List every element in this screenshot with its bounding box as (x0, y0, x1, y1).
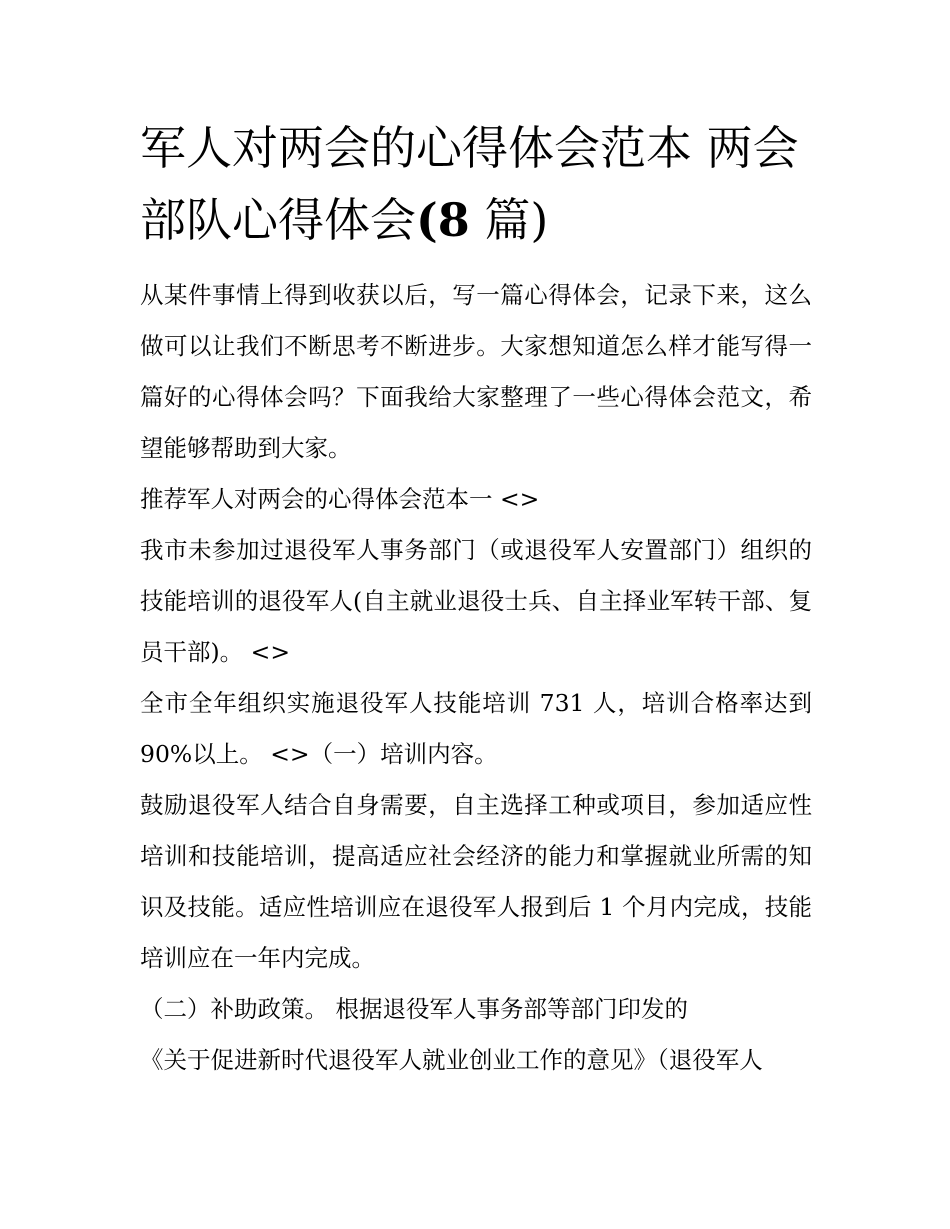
section-heading-1: 推荐军人对两会的心得体会范本一 <> (140, 485, 540, 513)
title-suffix: 篇) (469, 193, 549, 247)
title-text: 军人对两会的心得体会范本 两会部队心得体会 (140, 121, 799, 247)
body-paragraph-policy: （二）补助政策。 根据退役军人事务部等部门印发的 (140, 995, 688, 1023)
document-body (140, 112, 812, 1086)
title-count: (8 (416, 193, 470, 247)
body-paragraph-content: 鼓励退役军人结合自身需要，自主选择工种或项目，参加适应性培训和技能培训，提高适应社会经济的能力和掌握就业所需的知识及技能。适应性培训应在退役军人报到后 1 个月内完成，技能培训应在一年内完成。 (140, 791, 812, 972)
document-title (140, 112, 812, 256)
body-paragraph-scope: 我市未参加过退役军人事务部门（或退役军人安置部门）组织的技能培训的退役军人(自主就业退役士兵、自主择业军转干部、复员干部)。 <> (140, 536, 812, 666)
body-paragraph-opinion: 《关于促进新时代退役军人就业创业工作的意见》（退役军人 (140, 1046, 763, 1074)
intro-paragraph: 从某件事情上得到收获以后，写一篇心得体会，记录下来，这么做可以让我们不断思考不断进步。大家想知道怎么样才能写得一篇好的心得体会吗？下面我给大家整理了一些心得体会范文，希望能够帮助到大家。 (140, 281, 812, 462)
body-paragraph-target: 全市全年组织实施退役军人技能培训 731 人，培训合格率达到 90%以上。 <>（一）培训内容。 (140, 689, 812, 768)
